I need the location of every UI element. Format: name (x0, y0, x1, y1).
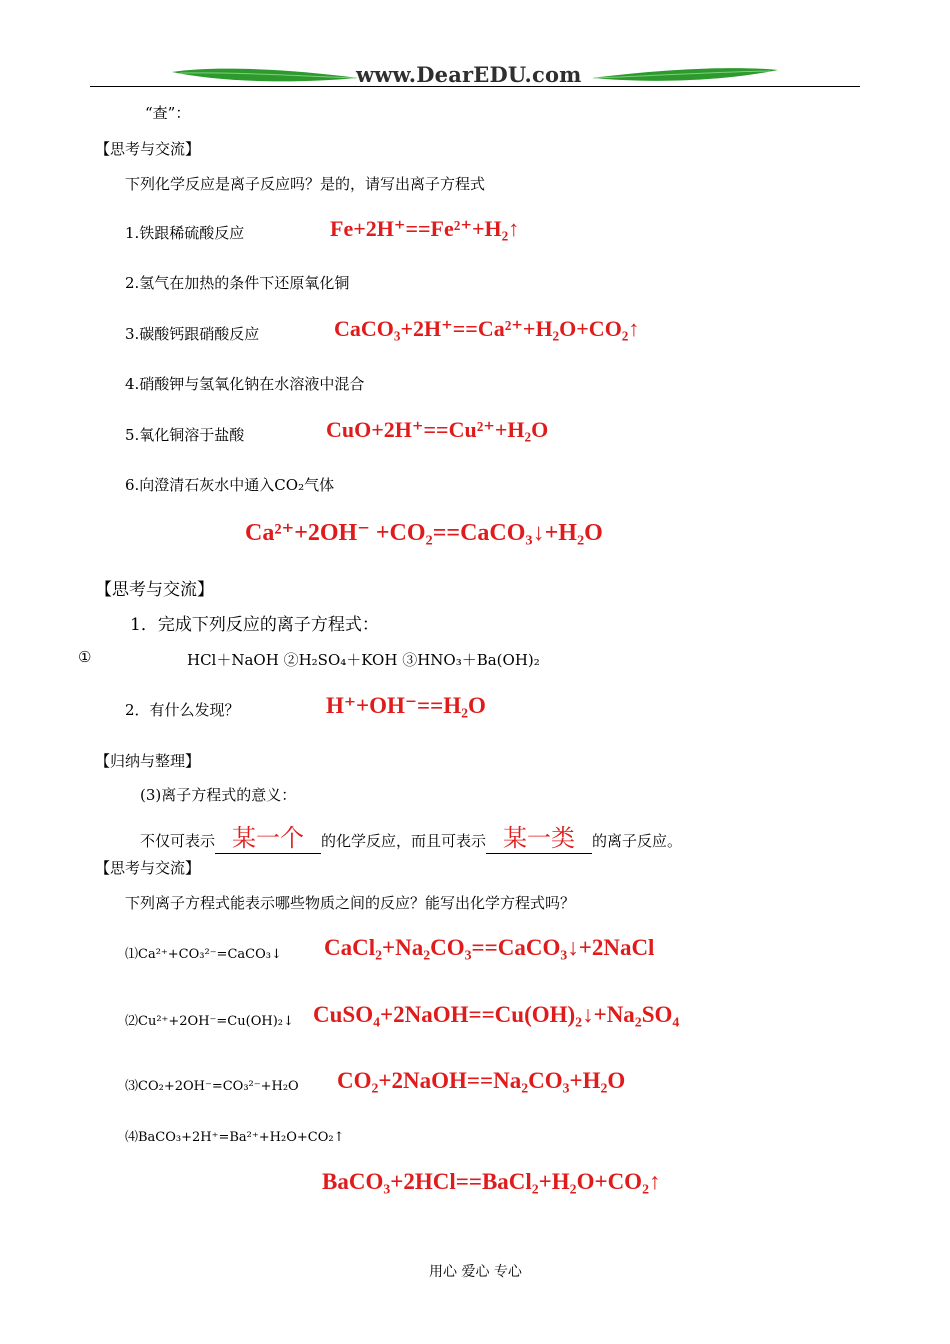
section-heading: 【思考与交流】 (95, 580, 214, 600)
right-leaf-icon (590, 64, 780, 86)
answer-blank (486, 818, 592, 854)
section-subtitle: (3)离子方程式的意义： (140, 786, 297, 804)
section-question: 2．有什么发现？ (125, 701, 240, 719)
sentence-part: 不仅可表示 (140, 832, 216, 850)
answer-blank (215, 818, 321, 854)
page-footer: 用心 爱心 专心 (429, 1264, 522, 1280)
ionic-equation-label: ⑶CO₂+2OH⁻=CO₃²⁻+H₂O (125, 1079, 299, 1094)
left-leaf-icon (170, 64, 360, 86)
reaction-label: 3.碳酸钙跟硝酸反应 (125, 325, 260, 343)
fill-in-sentence (140, 818, 682, 854)
site-logo-text: www.DearEDU.com (356, 62, 582, 87)
sentence-part: 的化学反应，而且可表示 (321, 832, 487, 850)
blank-answer: 某一个 (232, 824, 305, 852)
blank-answer: 某一类 (503, 824, 576, 852)
ionic-equation-answer: H⁺+OH⁻==H₂O (326, 693, 486, 718)
ionic-equation-label: ⑷BaCO₃+2H⁺=Ba²⁺+H₂O+CO₂↑ (125, 1130, 345, 1145)
chemical-equation-answer: CaCl₂+Na₂CO₃==CaCO₃↓+2NaCl (324, 935, 655, 960)
ionic-equation-answer: CaCO₃+2H⁺==Ca²⁺+H₂O+CO₂↑ (334, 316, 640, 341)
header-divider (90, 86, 860, 87)
section-question: 1．完成下列反应的离子方程式： (130, 615, 379, 635)
top-note: “查”： (145, 104, 191, 122)
ionic-equation-label: ⑵Cu²⁺+2OH⁻=Cu(OH)₂↓ (125, 1014, 294, 1029)
ionic-equation-answer: Ca²⁺+2OH⁻ +CO₂==CaCO₃↓+H₂O (245, 520, 603, 546)
ionic-equation-answer: Fe+2H⁺==Fe²⁺+H₂↑ (330, 216, 520, 241)
reaction-label: 6.向澄清石灰水中通入CO₂气体 (125, 476, 335, 494)
chemical-equation-answer: CuSO₄+2NaOH==Cu(OH)₂↓+Na₂SO₄ (313, 1002, 680, 1027)
reaction-label: 1.铁跟稀硫酸反应 (125, 224, 245, 242)
ionic-equation-answer: CuO+2H⁺==Cu²⁺+H₂O (326, 417, 549, 442)
reaction-label: 2.氢气在加热的条件下还原氧化铜 (125, 274, 350, 292)
reaction-label: 4.硝酸钾与氢氧化钠在水溶液中混合 (125, 375, 365, 393)
reaction-list: HCl＋NaOH ②H₂SO₄＋KOH ③HNO₃＋Ba(OH)₂ (187, 651, 540, 669)
sentence-part: 的离子反应。 (592, 832, 683, 850)
section-heading: 【思考与交流】 (95, 859, 201, 877)
item-marker: ① (78, 648, 92, 666)
reaction-label: 5.氧化铜溶于盐酸 (125, 426, 245, 444)
chemical-equation-answer: CO₂+2NaOH==Na₂CO₃+H₂O (337, 1068, 626, 1093)
chemical-equation-answer: BaCO₃+2HCl==BaCl₂+H₂O+CO₂↑ (322, 1169, 661, 1194)
section-question: 下列化学反应是离子反应吗？是的，请写出离子方程式 (125, 175, 486, 193)
section-question: 下列离子方程式能表示哪些物质之间的反应？能写出化学方程式吗？ (125, 894, 576, 912)
ionic-equation-label: ⑴Ca²⁺+CO₃²⁻=CaCO₃↓ (125, 947, 282, 962)
section-heading: 【思考与交流】 (95, 140, 201, 158)
section-heading: 【归纳与整理】 (95, 752, 201, 770)
